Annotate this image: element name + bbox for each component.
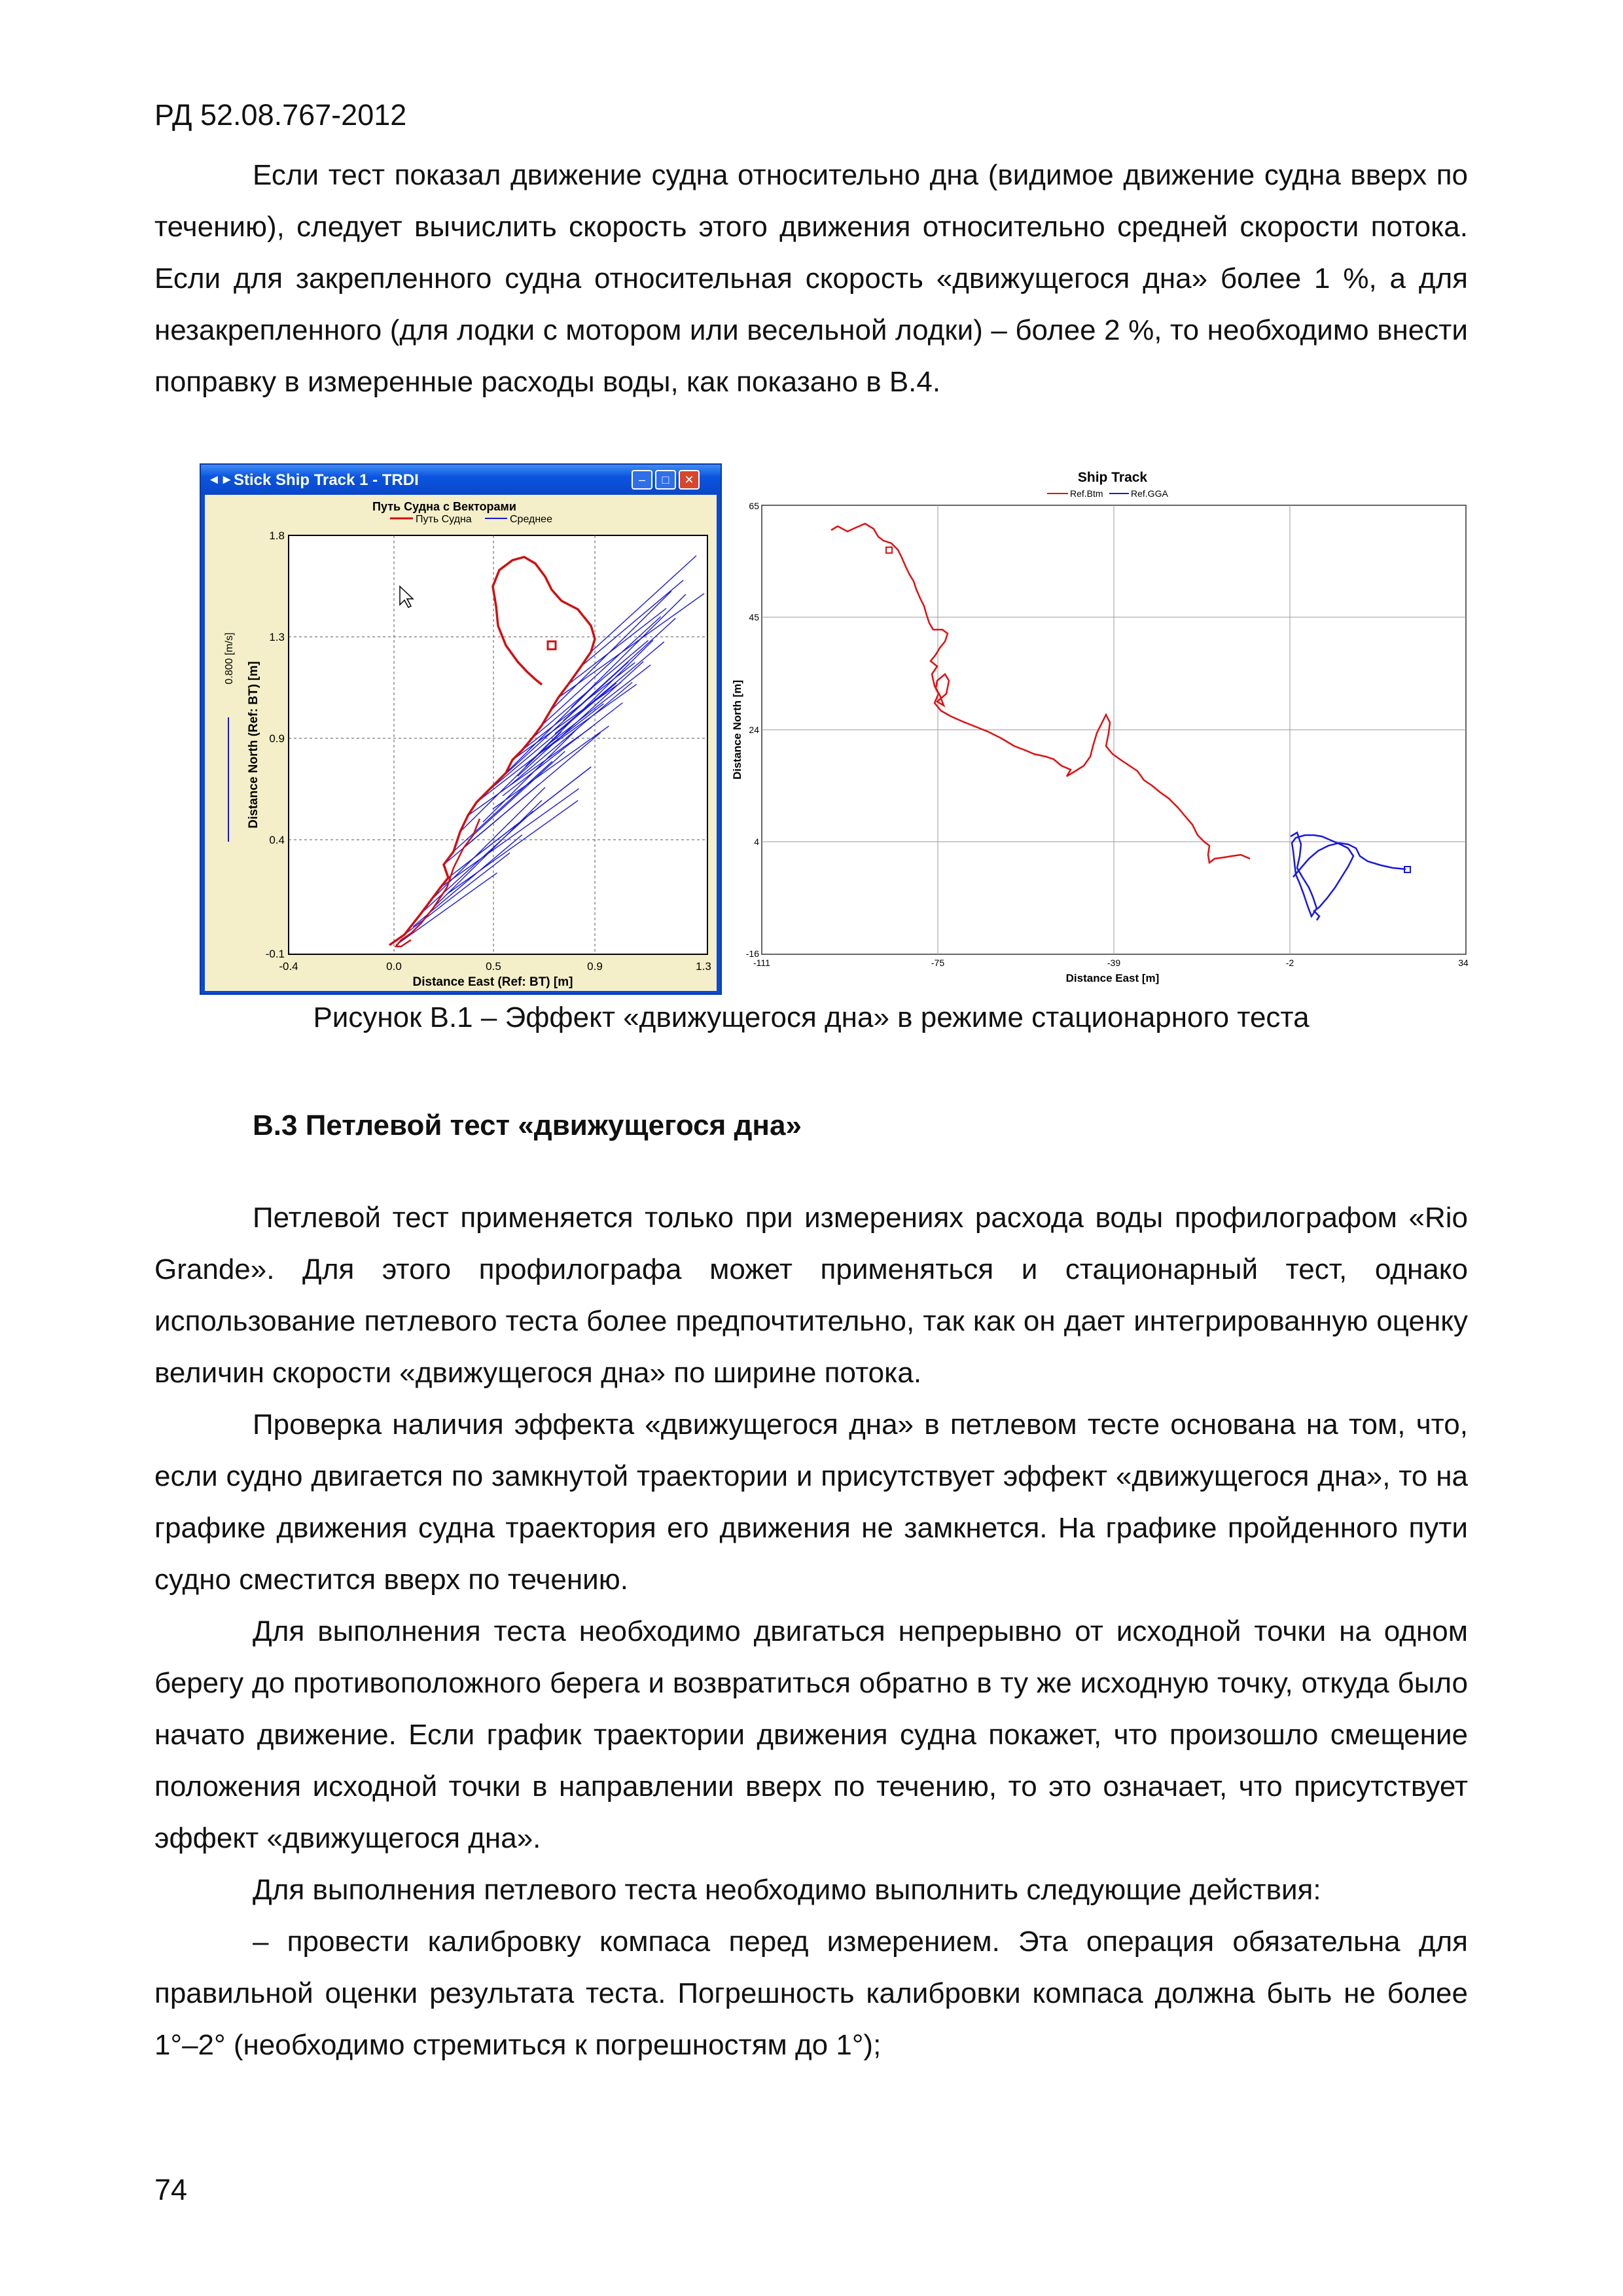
y-tick: 1.8 [269,529,285,542]
plot-frame [289,535,707,954]
x-tick: 1.3 [696,960,711,973]
x-tick: -39 [1107,958,1121,968]
legend-track-label: Путь Судна [416,514,472,525]
y-axis-label: Distance North (Ref: BT) [m] [247,661,260,829]
legend-gga-label: Ref.GGA [1131,488,1168,499]
window-app-icon: ◄► [207,473,234,487]
document-header: РД 52.08.767-2012 [154,98,407,132]
velocity-scale-label: 0.800 [m/s] [224,632,235,685]
y-tick: 24 [749,725,759,735]
stick-ship-track-window [200,463,722,995]
y-tick: 45 [749,612,759,622]
page-number: 74 [154,2173,188,2206]
x-axis-label: Distance East (Ref: BT) [m] [412,975,573,989]
minimize-button[interactable]: – [632,470,652,490]
close-button[interactable]: ✕ [679,470,700,490]
y-tick: 1.3 [269,631,285,643]
legend-mean-label: Среднее [510,514,552,525]
paragraph-loop-test-intro: Петлевой тест применяется только при измерениях расхода воды профилографом «Rio Grande». Для этого профилографа может применяться и стационарный тест, однако использование петлевого теста более предпочтительно, так как он дает интегрированную оценку величин скорости «движущегося дна» по ширине потока. [154,1202,1468,1389]
paragraph-moving-bed-correction: Если тест показал движение судна относительно дна (видимое движение судна вверх по течению), следует вычислить скорость этого движения относительно средней скорости потока. Если для закрепленного судна относительная скорость «движущегося дна» более 1 %, а для незакрепленного (для лодки с мотором или весельной лодки) – более 2 %, то необходимо внести поправку в измеренные расходы воды, как показано в В.4. [154,159,1468,398]
stick-ship-track-chart [205,495,717,991]
legend-btm-label: Ref.Btm [1070,488,1103,499]
x-tick: -2 [1285,958,1294,968]
x-tick: -111 [753,958,770,968]
paragraph-loop-test-principle: Проверка наличия эффекта «движущегося дна» в петлевом тесте основана на том, что, если судно двигается по замкнутой траектории и присутствует эффект «движущегося дна», то на графике движения судна траектория его движения не замкнется. На графике пройденного пути судно сместится вверх по течению. [154,1408,1468,1596]
paragraph-loop-test-procedure: Для выполнения теста необходимо двигаться непрерывно от исходной точки на одном берегу до противоположного берега и возвратиться обратно в ту же исходную точку, откуда было начато движение. Если график траектории движения судна покажет, что произошло смещение положения исходной точки в направлении вверх по течению, то это означает, что присутствует эффект «движущегося дна». [154,1615,1468,1854]
window-titlebar[interactable] [201,465,721,495]
plot-title: Путь Судна с Векторами [372,500,516,513]
window-title: Stick Ship Track 1 - TRDI [234,471,419,489]
maximize-button[interactable]: □ [655,470,676,490]
paragraph-actions-intro: Для выполнения петлевого теста необходимо выполнить следующие действия: [253,1874,1321,1906]
ship-track-chart [726,458,1472,1001]
y-tick: -0.1 [265,948,285,960]
y-tick: 65 [749,501,759,511]
x-tick: 0.0 [386,960,402,973]
y-tick: 0.9 [269,732,285,745]
x-tick: 34 [1458,958,1469,968]
x-tick: -0.4 [279,960,298,973]
section-heading: В.3 Петлевой тест «движущегося дна» [253,1109,802,1141]
y-tick: -16 [745,948,759,959]
y-axis-label: Distance North [m] [731,679,743,780]
x-tick: -75 [931,958,945,968]
x-tick: 0.9 [587,960,603,973]
figure-caption: Рисунок В.1 – Эффект «движущегося дна» в режиме стационарного теста [313,1001,1310,1033]
x-tick: 0.5 [486,960,501,973]
window-plot-area [205,495,717,991]
chart-title: Ship Track [1077,470,1148,485]
y-tick: 4 [754,836,759,847]
x-axis-label: Distance East [m] [1065,972,1160,984]
y-tick: 0.4 [269,834,285,846]
paragraph-compass-calibration: – провести калибровку компаса перед измерением. Эта операция обязательна для правильной оценки результата теста. Погрешность калибровки компаса должна быть не более 1°–2° (необходимо стремиться к погрешностям до 1°); [154,1926,1468,2061]
